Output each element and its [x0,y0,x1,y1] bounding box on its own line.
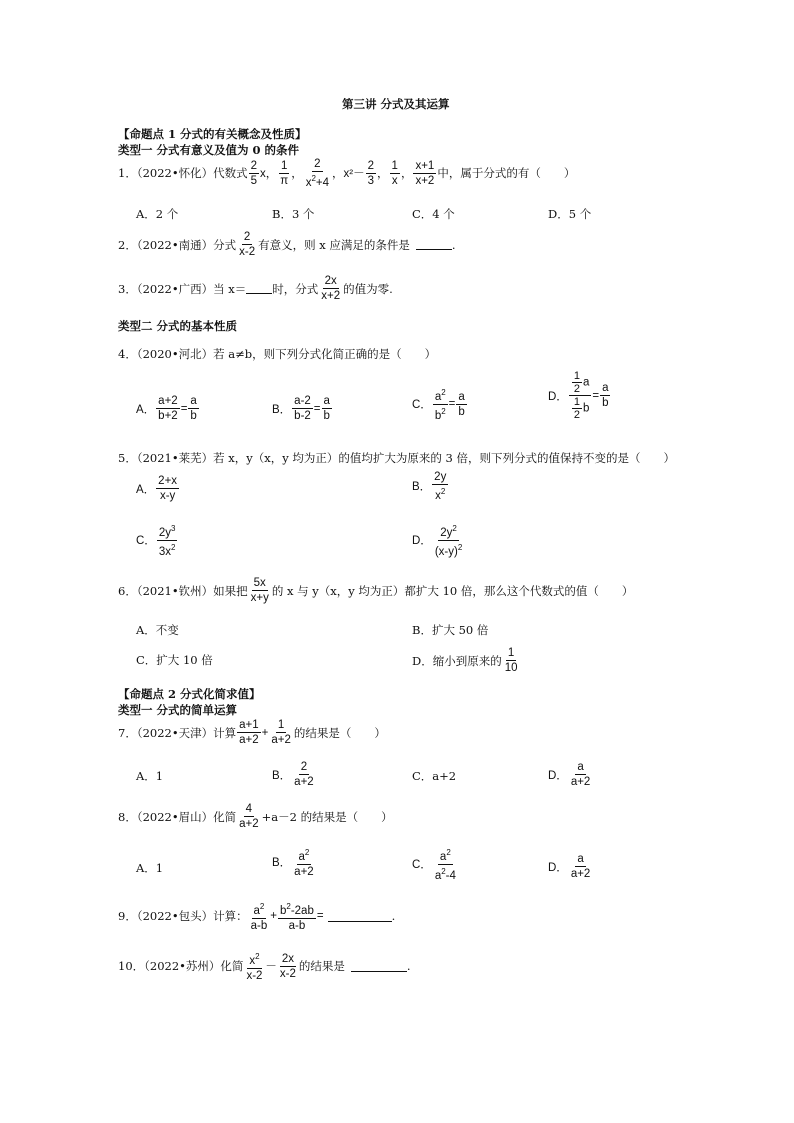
q7-option-d: D． $\frac{a}{a+2}$ [548,761,591,788]
fraction: $\frac{2}{3}$ [367,159,375,187]
q4-option-c: C． $\frac{a^2}{b^2}$ = $\frac{a}{b}$ [412,388,465,422]
q7-option-a: A．1 [136,769,164,783]
q7-stem: 7．（2022•天津）计算 [118,725,237,740]
question-5: 5．（2021•莱芜）若 x，y（x，y 均为正）的值均扩大为原来的 3 倍，则下列分式的值保持不变的是（ ） [118,451,676,465]
q2-stem: 2．（2022•南通）分式 [118,237,237,252]
page-title: 第三讲 分式及其运算 [342,97,450,111]
fraction: $\frac{x+1}{x+2}$ [415,159,435,187]
section-heading-1: 【命题点 1 分式的有关概念及性质】 [118,127,307,141]
q1-option-b: B．3 个 [272,207,315,221]
fraction: $\frac{2}{x^2+4}$ [305,158,330,189]
q8-option-d: D． $\frac{a}{a+2}$ [548,853,591,880]
type-heading-1: 类型一 分式有意义及值为 0 的条件 [118,143,300,157]
q8-stem: 8．（2022•眉山）化简 [118,809,237,824]
type-heading-3: 类型一 分式的简单运算 [118,703,238,717]
q7-option-b: B． $\frac{2}{a+2}$ [272,761,314,788]
q8-option-a: A．1 [136,861,164,875]
fraction: $\frac{1}{x}$ [391,159,398,187]
q5-option-b: B． $\frac{2y}{x^2}$ [412,471,447,502]
question-10: 10．（2022•苏州）化简 $\frac{x^2}{x-2}$ － $\frac{2x}{x-2}$ 的结果是 . [118,952,411,982]
q6-stem-end: 的 x 与 y（x，y 均为正）都扩大 10 倍，那么这个代数式的值（ ） [271,583,634,598]
q7-option-c: C．a+2 [412,769,457,783]
fraction: $\frac{1}{\pi}$ [280,159,289,187]
question-3 [118,274,393,303]
q3-stem-mid: 时，分式 [272,281,319,296]
q8-option-c: C． $\frac{a^2}{a^2-4}$ [412,848,456,882]
q10-stem-end: 的结果是 [298,959,345,974]
q4-option-d: D． $\frac{1}{2}$ a $\frac{1}{2}$ b = $\frac{a}{b}$ [548,370,609,421]
q5-option-d: D． $\frac{2y^2}{(x-y)^2}$ [412,524,463,558]
question-7: 7．（2022•天津）计算 $\frac{a+1}{a+2}$ + $\frac{1}{a+2}$ 的结果是（ ） [118,719,386,746]
q8-option-b: B． $\frac{a^2}{a+2}$ [272,848,314,878]
q1-stem: 1．（2022•怀化）代数式 [118,166,248,181]
q8-stem-end: +a－2 的结果是（ ） [261,809,393,824]
question-4: 4．（2020•河北）若 a≠b，则下列分式化简正确的是（ ） [118,347,437,361]
question-6 [118,576,633,605]
section-heading-2: 【命题点 2 分式化简求值】 [118,687,261,701]
q4-option-b: B． $\frac{a-2}{b-2}$ = $\frac{a}{b}$ [272,395,330,422]
answer-blank[interactable] [328,911,392,922]
fraction: $\frac{5x}{x+y}$ [250,577,269,604]
q7-stem-end: 的结果是（ ） [293,725,386,740]
q6-option-b: B．扩大 50 倍 [412,623,489,637]
q2-stem-end: 有意义，则 x 应满足的条件是 [258,237,410,252]
fraction: $\frac{2x}{x+2}$ [321,275,341,302]
q1-option-c: C．4 个 [412,207,455,221]
q6-option-d: D．缩小到原来的 $\frac{1}{10}$ [412,647,518,674]
q3-stem-end: 的值为零. [343,281,393,296]
question-2: 2．（2022•南通）分式 $\frac{2}{x-2}$ 有意义，则 x 应满足的条件是 . [118,231,456,258]
answer-blank[interactable] [246,283,272,294]
q5-option-a: A． $\frac{2+x}{x-y}$ [136,475,178,502]
q1-option-d: D．5 个 [548,207,592,221]
q1-stem-end: 中，属于分式的有（ ） [437,166,576,181]
q9-stem: 9．（2022•包头）计算： [118,909,248,924]
answer-blank[interactable] [351,961,407,972]
fraction: $\frac{2}{5}$ [250,159,258,187]
fraction: $\frac{2}{x-2}$ [239,231,256,258]
question-1: 1．（2022•怀化）代数式 $\frac{2}{5}$ x， $\frac{1}{\pi}$ ， $\frac{2}{x^2+4}$ ，x²－ $\frac{2}{3}$ ， $\frac{1}{x}$ ， $\frac{x+1}{x+2}$ 中，属于分式的有（ ） [118,158,576,189]
q3-stem: 3．（2022•广西）当 x＝ [118,281,247,296]
q1-option-a: A．2 个 [136,207,179,221]
q10-stem: 10．（2022•苏州）化简 [118,959,244,974]
question-8: 8．（2022•眉山）化简 $\frac{4}{a+2}$ +a－2 的结果是（ ） [118,803,393,830]
question-9: 9．（2022•包头）计算： $\frac{a^2}{a-b}$ + $\frac{b^2-2ab}{a-b}$ = . [118,902,396,932]
q5-option-c: C． $\frac{2y^3}{3x^2}$ [136,524,176,558]
q4-option-a: A． $\frac{a+2}{b+2}$ = $\frac{a}{b}$ [136,395,197,422]
q6-option-c: C．扩大 10 倍 [136,653,213,667]
q6-stem: 6．（2021•钦州）如果把 [118,583,248,598]
q6-option-a: A．不变 [136,623,179,637]
answer-blank[interactable] [416,239,452,250]
type-heading-2: 类型二 分式的基本性质 [118,319,238,333]
